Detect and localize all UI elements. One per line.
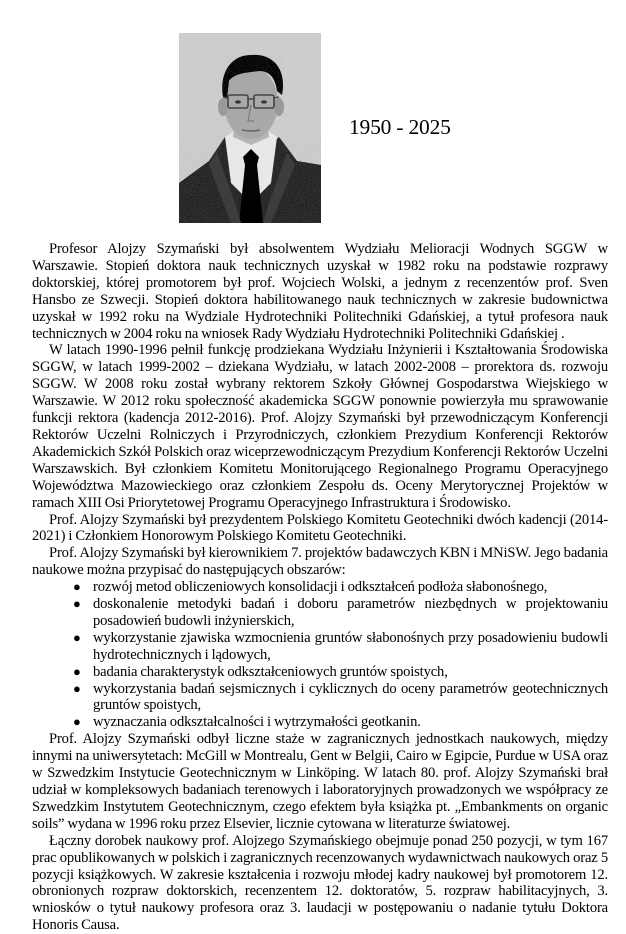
list-item-text: wykorzystania badań sejsmicznych i cyklicznych do oceny parametrów geotechnicznych gruntów spoistych, [93, 680, 608, 714]
list-item-text: badania charakterystyk odkształceniowych gruntów spoistych, [93, 663, 448, 680]
paragraph-administrative-roles: W latach 1990-1996 pełnił funkcję prodziekana Wydziału Inżynierii i Kształtowania Środowiska SGGW, w latach 1999-2002 – dziekana Wydziału, w latach 2002-2008 – prorektora ds. rozwoju SGGW. W 2008 roku został wybrany rektorem Szkoły Głównej Gospodarstwa Wiejskiego w Warszawie. W 2012 roku społeczność akademicka SGGW ponownie powierzyła mu sprawowanie funkcji rektora (kadencja 2012-2016). Prof. Alojzy Szymański był przewodniczącym Konferencji Rektorów Uczelni Rolniczych i Przyrodniczych, członkiem Prezydium Konferencji Rektorów Akademickich Szkół Polskich oraz wiceprzewodniczącym Prezydium Konferencji Rektorów Uczelni Warszawskich. Był członkiem Komitetu Monitorującego Regionalnego Programu Operacyjnego Województwa Mazowieckiego oraz członkiem Zespołu ds. Oceny Merytorycznej Projektów w ramach XIII Osi Priorytetowej Programu Operacyjnego Infrastruktura i Środowisko. [32, 342, 608, 511]
bullet-icon: ● [73, 579, 81, 595]
list-item-text: wykorzystanie zjawiska wzmocnienia gruntów słabonośnych przy posadowieniu budowli hydrotechnicznych i lądowych, [93, 629, 608, 663]
bullet-icon: ● [73, 663, 81, 679]
biography-text [32, 241, 608, 934]
research-areas-list [32, 579, 608, 731]
list-item [73, 629, 608, 664]
paragraph-international-internships: Prof. Alojzy Szymański odbył liczne staże w zagranicznych jednostkach naukowych, między innymi na uniwersytetach: McGill w Montrealu, Gent w Belgii, Cairo w Egipcie, Purdue w USA oraz w Szwedzkim Instytucie Geotechnicznym w Linköping. W latach 80. prof. Alojzy Szymański brał udział w kompleksowych badaniach terenowych i laboratoryjnych prowadzonych we współpracy ze Szwedzkim Instytutem Geotechnicznym, czego efektem była książka pt. „Embankments on organic soils” wydana w 1996 roku przez Elsevier, licznie cytowana w literaturze światowej. [32, 731, 608, 832]
paragraph-scientific-output: Łączny dorobek naukowy prof. Alojzego Szymańskiego obejmuje ponad 250 pozycji, w tym 167 prac opublikowanych w polskich i zagranicznych recenzowanych wydawnictwach naukowych oraz 5 pozycji książkowych. W zakresie kształcenia i rozwoju młodej kadry naukowej był promotorem 12. obronionych rozpraw doktorskich, recenzentem 12. doktoratów, 5. rozpraw habilitacyjnych, 3. wniosków o tytuł naukowy profesora oraz 3. laudacji w postępowaniu o nadanie tytułu Doktora Honoris Causa. [32, 832, 608, 934]
portrait-image [179, 33, 321, 223]
list-item-text: doskonalenie metodyki badań i doboru parametrów niezbędnych w projektowaniu posadowień budowli inżynierskich, [93, 596, 608, 629]
list-item [73, 680, 608, 715]
paragraph-research-intro: Prof. Alojzy Szymański był kierownikiem 7. projektów badawczych KBN i MNiSW. Jego badania naukowe można przypisać do następujących obszarów: [32, 545, 608, 579]
list-item-text: rozwój metod obliczeniowych konsolidacji i odkształceń podłoża słabonośnego, [93, 579, 548, 596]
list-item [73, 663, 608, 681]
bullet-icon: ● [73, 714, 81, 730]
life-dates: 1950 - 2025 [349, 115, 451, 139]
portrait-photo [179, 33, 321, 223]
list-item [73, 579, 608, 596]
bullet-icon: ● [73, 680, 81, 696]
bullet-icon: ● [73, 596, 81, 612]
list-item [73, 714, 608, 731]
bullet-icon: ● [73, 629, 81, 645]
list-item-text: wyznaczania odkształcalności i wytrzymałości geotkanin. [93, 714, 421, 731]
paragraph-education: Profesor Alojzy Szymański był absolwentem Wydziału Melioracji Wodnych SGGW w Warszawie. Stopień doktora nauk technicznych uzyskał w 1982 roku na podstawie rozprawy doktorskiej, której promotorem był prof. Wojciech Wolski, a jednym z recenzentów prof. Sven Hansbo ze Szwecji. Stopień doktora habilitowanego nauk technicznych w zakresie budownictwa uzyskał w 1992 roku na Wydziale Hydrotechniki Politechniki Gdańskiej, a tytuł profesora nauk technicznych w 2004 roku na wniosek Rady Wydziału Hydrotechniki Politechniki Gdańskiej . [32, 241, 608, 342]
paragraph-geotechnics-committee: Prof. Alojzy Szymański był prezydentem Polskiego Komitetu Geotechniki dwóch kadencji (2014-2021) i Członkiem Honorowym Polskiego Komitetu Geotechniki. [32, 511, 608, 545]
list-item [73, 596, 608, 630]
